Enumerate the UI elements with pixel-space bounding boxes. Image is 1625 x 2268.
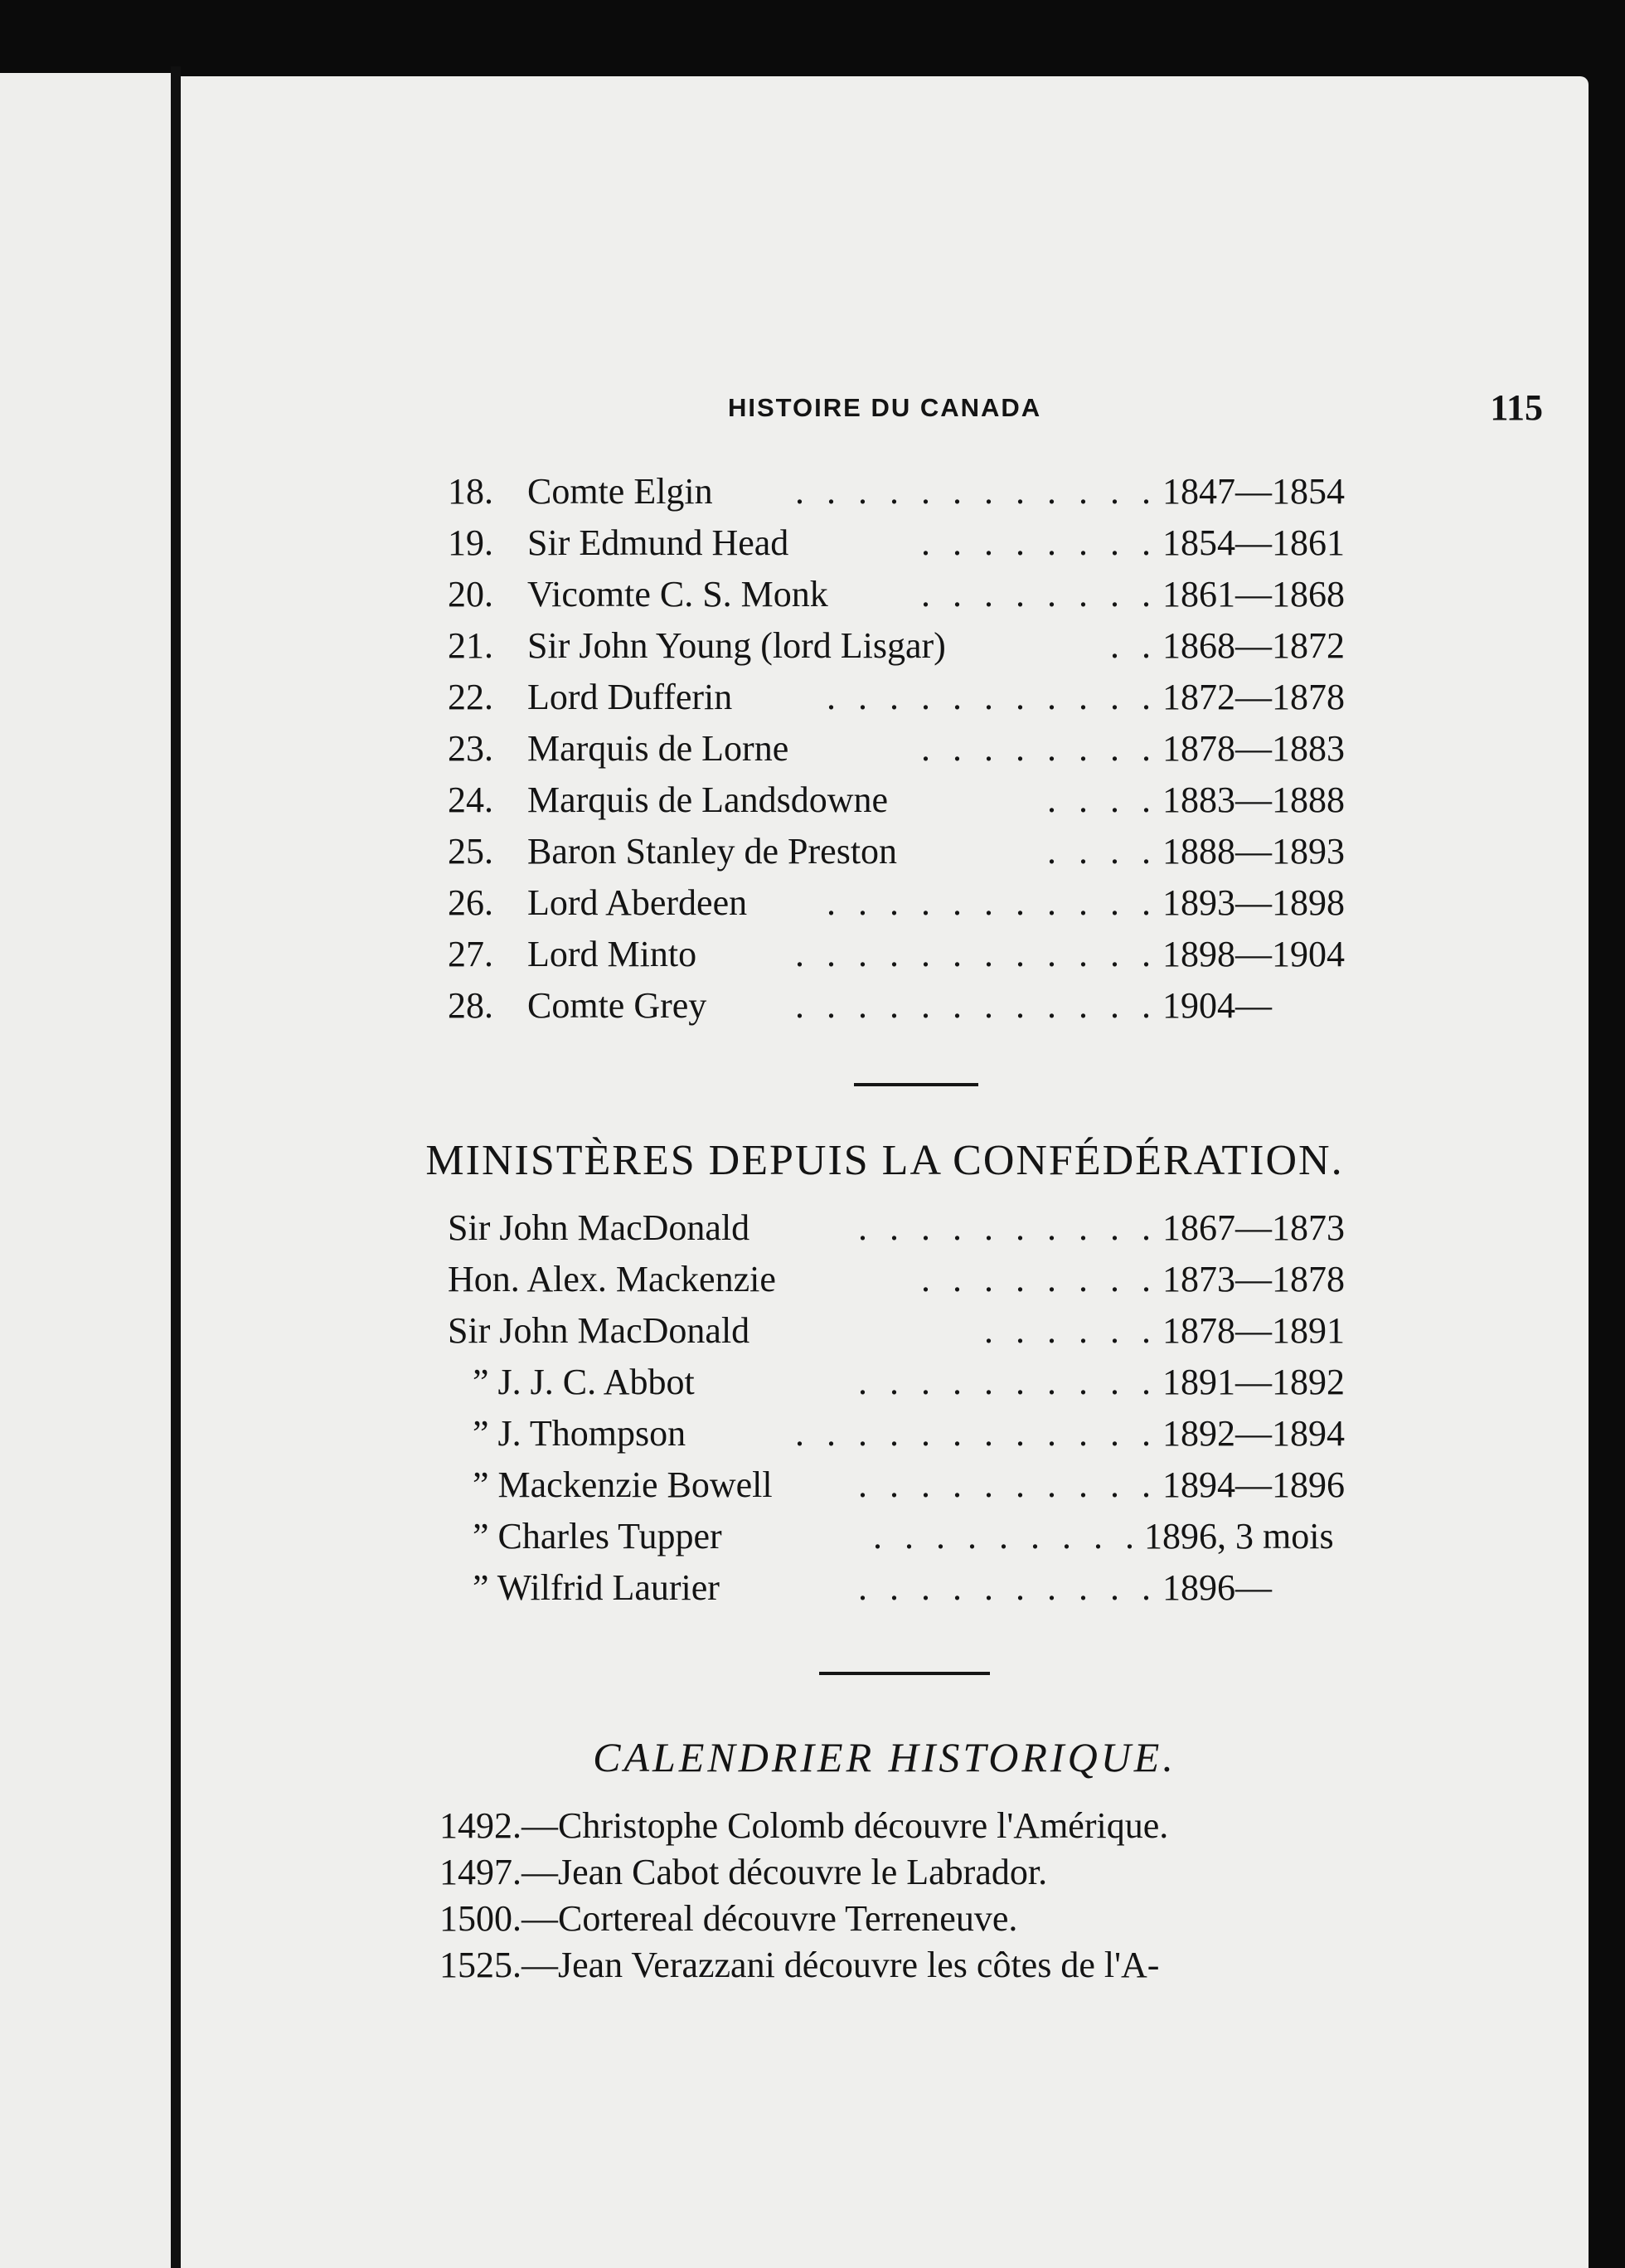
dot-leaders: . . . . . . . . .	[873, 1516, 1141, 1557]
dot-leaders: . . . . . . . . . . . .	[795, 985, 1157, 1026]
item-name: ” J. J. C. Abbot	[473, 1362, 695, 1402]
item-dates: 1891—1892	[1162, 1362, 1345, 1402]
item-number: 28.	[448, 985, 493, 1026]
list-item	[181, 877, 1589, 929]
list-item	[181, 1459, 1589, 1511]
dot-leaders: . . . . . . . .	[921, 574, 1157, 614]
list-item	[181, 1357, 1589, 1408]
page-number: 115	[1490, 387, 1543, 428]
item-name: Vicomte C. S. Monk	[527, 574, 828, 614]
item-number: 25.	[448, 831, 493, 872]
list-item	[181, 1305, 1589, 1357]
calendar-heading: CALENDRIER HISTORIQUE.	[593, 1734, 1176, 1780]
item-number: 26.	[448, 882, 493, 923]
item-number: 21.	[448, 625, 493, 666]
item-name: Sir Edmund Head	[527, 522, 789, 563]
list-item	[181, 672, 1589, 723]
item-dates: 1892—1894	[1162, 1413, 1345, 1454]
item-number: 20.	[448, 574, 493, 614]
list-item	[181, 826, 1589, 877]
page-header	[181, 387, 1589, 443]
item-name: ” Charles Tupper	[473, 1516, 722, 1557]
item-dates: 1861—1868	[1162, 574, 1345, 614]
list-item	[181, 929, 1589, 980]
item-name: Lord Minto	[527, 934, 697, 974]
item-number: 24.	[448, 779, 493, 820]
dot-leaders: . . . . . . . .	[921, 522, 1157, 563]
dot-leaders: . . . . . . . . . . . .	[795, 934, 1157, 974]
item-number: 23.	[448, 728, 493, 769]
dot-leaders: . . . . . . . . . .	[858, 1207, 1157, 1248]
list-item	[181, 466, 1589, 517]
list-item	[181, 1562, 1589, 1614]
dot-leaders: . . . . . . . . . . . .	[795, 1413, 1157, 1454]
dot-leaders: . . . .	[1047, 831, 1157, 872]
item-name: Marquis de Landsdowne	[527, 779, 889, 820]
item-dates: 1854—1861	[1162, 522, 1345, 563]
item-number: 22.	[448, 677, 493, 717]
calendar-entry: 1497.—Jean Cabot découvre le Labrador.	[439, 1852, 1048, 1892]
calendar-entry: 1500.—Cortereal découvre Terreneuve.	[439, 1898, 1018, 1939]
item-dates: 1896—	[1162, 1567, 1272, 1608]
item-dates: 1893—1898	[1162, 882, 1345, 923]
dot-leaders: . . . . . . . . . .	[858, 1464, 1157, 1505]
list-item	[181, 1408, 1589, 1459]
item-dates: 1867—1873	[1162, 1207, 1345, 1248]
section-divider	[854, 1083, 978, 1086]
dot-leaders: . . . . . . . . . .	[858, 1567, 1157, 1608]
ministries-heading: MINISTÈRES DEPUIS LA CONFÉDÉRATION.	[425, 1137, 1344, 1184]
list-item	[181, 1254, 1589, 1305]
list-item	[181, 1202, 1589, 1254]
item-number: 27.	[448, 934, 493, 974]
dot-leaders: . . . .	[1047, 779, 1157, 820]
item-name: Comte Elgin	[527, 471, 713, 512]
item-dates: 1872—1878	[1162, 677, 1345, 717]
scan-border	[1589, 91, 1625, 2268]
item-name: Sir John MacDonald	[448, 1207, 750, 1248]
dot-leaders: . . . . . . . .	[921, 728, 1157, 769]
item-dates: 1904—	[1162, 985, 1272, 1026]
item-dates: 1868—1872	[1162, 625, 1345, 666]
item-name: Comte Grey	[527, 985, 707, 1026]
item-dates: 1894—1896	[1162, 1464, 1345, 1505]
list-item	[181, 1511, 1589, 1562]
item-dates: 1847—1854	[1162, 471, 1345, 512]
item-name: Marquis de Lorne	[527, 728, 789, 769]
item-dates: 1878—1883	[1162, 728, 1345, 769]
item-dates: 1883—1888	[1162, 779, 1345, 820]
item-number: 18.	[448, 471, 493, 512]
calendar-entry: 1525.—Jean Verazzani découvre les côtes de l'A-	[439, 1945, 1160, 1985]
item-name: Lord Aberdeen	[527, 882, 748, 923]
item-dates: 1888—1893	[1162, 831, 1345, 872]
list-item	[181, 723, 1589, 775]
item-number: 19.	[448, 522, 493, 563]
item-name: Baron Stanley de Preston	[527, 831, 898, 872]
book-spine	[171, 66, 181, 2268]
running-head: HISTOIRE DU CANADA	[728, 393, 1042, 422]
item-name: ” J. Thompson	[473, 1413, 686, 1454]
item-name: Sir John MacDonald	[448, 1310, 750, 1351]
list-item	[181, 569, 1589, 620]
dot-leaders: . . . . . . . . . . . .	[795, 471, 1157, 512]
calendar-entry: 1492.—Christophe Colomb découvre l'Amérique.	[439, 1805, 1169, 1846]
list-item	[181, 517, 1589, 569]
dot-leaders: . .	[1110, 625, 1157, 666]
facing-page	[0, 73, 171, 2268]
item-name: Sir John Young (lord Lisgar)	[527, 625, 946, 666]
item-name: ” Mackenzie Bowell	[473, 1464, 773, 1505]
dot-leaders: . . . . . .	[984, 1310, 1157, 1351]
item-name: ” Wilfrid Laurier	[473, 1567, 720, 1608]
item-dates: 1898—1904	[1162, 934, 1345, 974]
item-dates: 1878—1891	[1162, 1310, 1345, 1351]
dot-leaders: . . . . . . . . . .	[858, 1362, 1157, 1402]
list-item	[181, 620, 1589, 672]
item-dates: 1873—1878	[1162, 1259, 1345, 1299]
item-dates: 1896, 3 mois	[1144, 1516, 1334, 1557]
item-name: Lord Dufferin	[527, 677, 733, 717]
section-divider	[819, 1672, 990, 1675]
list-item	[181, 775, 1589, 826]
dot-leaders: . . . . . . . .	[921, 1259, 1157, 1299]
book-page	[181, 76, 1589, 2268]
dot-leaders: . . . . . . . . . . .	[827, 882, 1157, 923]
list-item	[181, 980, 1589, 1032]
item-name: Hon. Alex. Mackenzie	[448, 1259, 776, 1299]
dot-leaders: . . . . . . . . . . .	[827, 677, 1157, 717]
